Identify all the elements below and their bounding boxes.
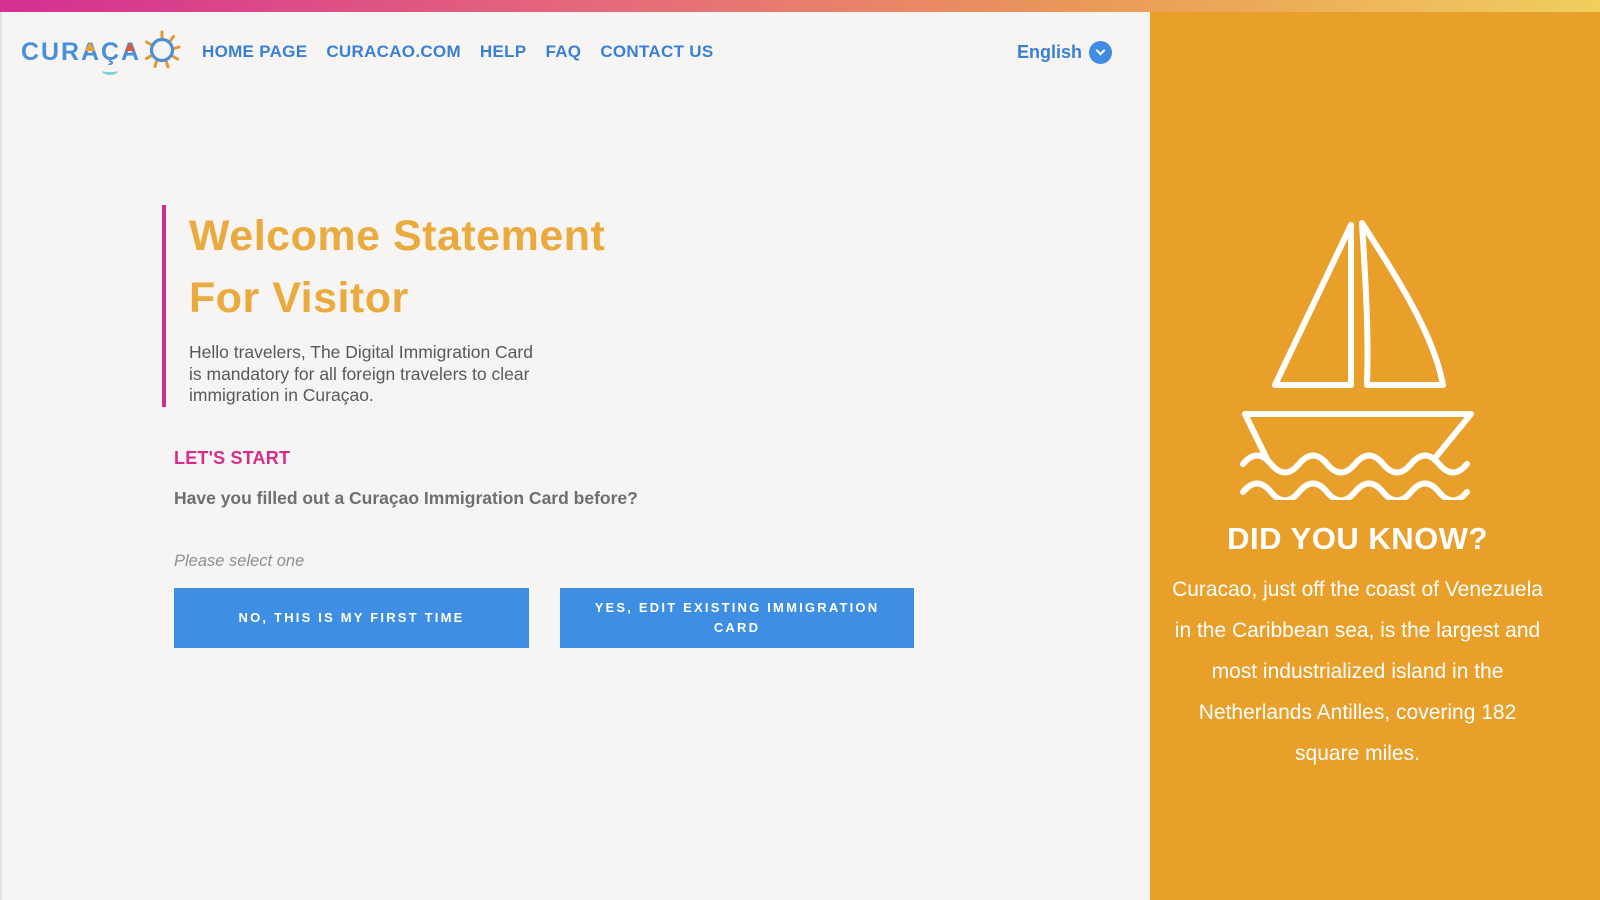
main-content	[2, 205, 1150, 648]
curacao-logo[interactable]	[20, 30, 182, 75]
did-you-know-heading: DID YOU KNOW?	[1227, 521, 1488, 556]
sidebar-inner	[1150, 215, 1600, 774]
select-hint: Please select one	[174, 551, 305, 570]
nav-faq[interactable]: FAQ	[545, 42, 582, 61]
question-text: Have you filled out a Curaçao Immigration Card before?	[174, 487, 638, 508]
nav-home-page[interactable]: HOME PAGE	[202, 42, 308, 61]
wave-accent-icon	[102, 67, 118, 75]
language-selector[interactable]	[1017, 41, 1112, 64]
welcome-block	[162, 205, 1150, 407]
chevron-down-icon	[1096, 46, 1106, 56]
page-title-line1: Welcome Statement	[189, 212, 606, 260]
logo-letter-cedilla: Ç	[100, 35, 120, 69]
sun-icon	[142, 30, 182, 75]
logo-triangle-accent	[85, 42, 95, 51]
sailboat-icon	[1170, 215, 1545, 505]
lets-start-label: LET'S START	[174, 447, 291, 468]
top-gradient-bar	[0, 0, 1600, 12]
logo-triangle-accent	[125, 42, 135, 51]
intro-text: Hello travelers, The Digital Immigration Card is mandatory for all foreign travelers to clear immigration in Curaçao.	[189, 342, 533, 405]
language-dropdown-button[interactable]	[1089, 41, 1112, 64]
did-you-know-sidebar	[1150, 12, 1600, 900]
did-you-know-fact: Curacao, just off the coast of Venezuela in the Caribbean sea, is the largest and most industrialized island in the Netherlands Antilles, covering 182 square miles.	[1172, 578, 1543, 765]
yes-edit-existing-button[interactable]: YES, EDIT EXISTING IMMIGRATION CARD	[560, 588, 914, 648]
answer-buttons	[174, 588, 1150, 648]
language-selected-value: English	[1016, 41, 1082, 62]
logo-letter: C	[20, 37, 40, 66]
logo-letter-a1: A	[80, 37, 100, 66]
main-nav	[202, 42, 714, 62]
logo-letter-a2: A	[120, 37, 140, 66]
logo-letter: U	[40, 37, 60, 66]
logo-letter: R	[60, 37, 80, 66]
page-title-line2: For Visitor	[189, 274, 409, 322]
no-first-time-button[interactable]: NO, THIS IS MY FIRST TIME	[174, 588, 529, 648]
page	[0, 12, 1600, 900]
nav-contact-us[interactable]: CONTACT US	[600, 42, 714, 61]
nav-help[interactable]: HELP	[479, 42, 527, 61]
header	[2, 12, 1150, 92]
main-column	[0, 12, 1150, 900]
nav-curacao-com[interactable]: CURACAO.COM	[326, 42, 461, 61]
page-title	[189, 205, 1150, 329]
